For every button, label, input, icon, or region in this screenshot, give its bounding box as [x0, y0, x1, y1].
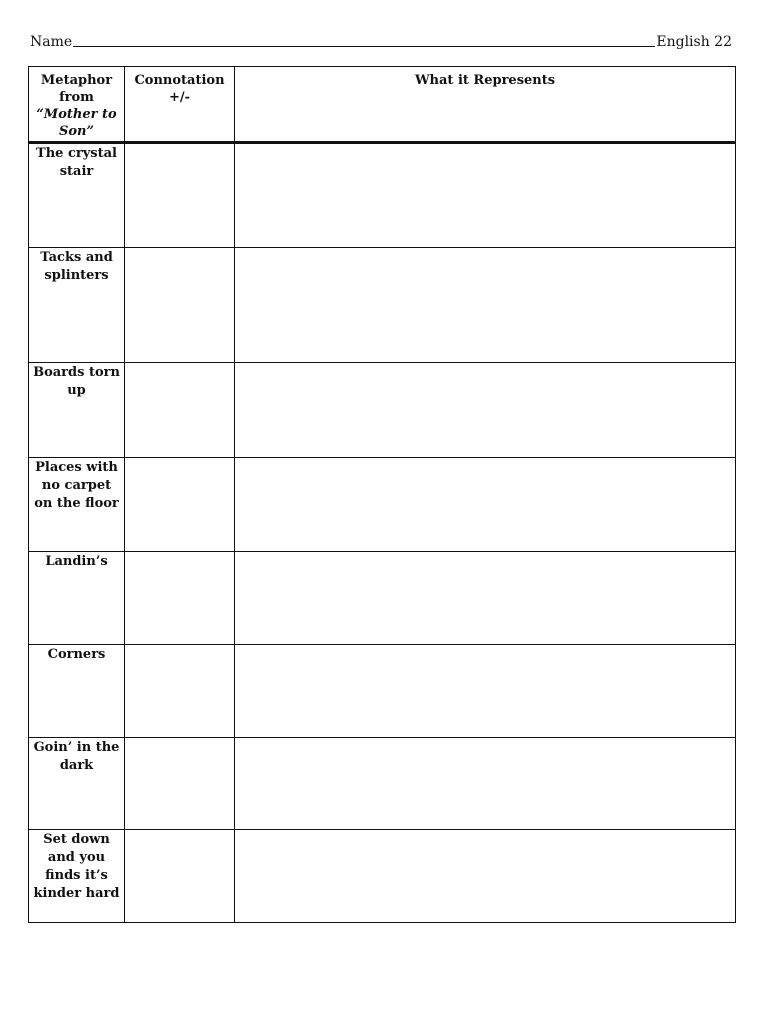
table-row: [29, 143, 736, 248]
column-header-connotation: [125, 67, 235, 143]
connotation-header-line1: Connotation: [134, 73, 225, 88]
connotation-cell[interactable]: [125, 458, 235, 552]
represents-cell[interactable]: [235, 458, 736, 552]
connotation-cell[interactable]: [125, 645, 235, 738]
name-blank-line[interactable]: [73, 45, 655, 47]
table-row: [29, 363, 736, 458]
represents-cell[interactable]: [235, 363, 736, 458]
metaphor-header-line1: Metaphor: [40, 73, 113, 88]
metaphor-cell: Corners: [29, 645, 125, 738]
metaphor-cell: Places with no carpet on the floor: [29, 458, 125, 552]
connotation-cell[interactable]: [125, 248, 235, 363]
metaphor-cell: Boards torn up: [29, 363, 125, 458]
column-header-represents: [235, 67, 736, 143]
column-header-metaphor: [29, 67, 125, 143]
table-row: [29, 458, 736, 552]
table-row: [29, 830, 736, 923]
represents-cell[interactable]: [235, 738, 736, 830]
metaphor-cell: Tacks and splinters: [29, 248, 125, 363]
table-row: [29, 552, 736, 645]
connotation-cell[interactable]: [125, 143, 235, 248]
metaphor-cell: Goin’ in the dark: [29, 738, 125, 830]
represents-cell[interactable]: [235, 143, 736, 248]
metaphor-cell: The crystal stair: [29, 143, 125, 248]
header-row: [29, 67, 736, 143]
connotation-cell[interactable]: [125, 363, 235, 458]
name-label: Name: [30, 34, 73, 50]
represents-cell[interactable]: [235, 645, 736, 738]
metaphor-header-line2: from: [59, 90, 94, 105]
metaphor-table: [28, 66, 736, 923]
table-row: [29, 738, 736, 830]
metaphor-cell: Set down and you finds it’s kinder hard: [29, 830, 125, 923]
table-row: [29, 248, 736, 363]
connotation-cell[interactable]: [125, 830, 235, 923]
represents-cell[interactable]: [235, 248, 736, 363]
represents-cell[interactable]: [235, 830, 736, 923]
course-label: English 22: [656, 34, 732, 50]
connotation-cell[interactable]: [125, 738, 235, 830]
connotation-cell[interactable]: [125, 552, 235, 645]
metaphor-cell: Landin’s: [29, 552, 125, 645]
metaphor-header-source: “Mother to Son”: [36, 107, 117, 139]
table-row: [29, 645, 736, 738]
represents-cell[interactable]: [235, 552, 736, 645]
header-line: [30, 30, 732, 50]
represents-header: What it Represents: [414, 73, 556, 88]
connotation-header-line2: +/-: [168, 90, 191, 105]
